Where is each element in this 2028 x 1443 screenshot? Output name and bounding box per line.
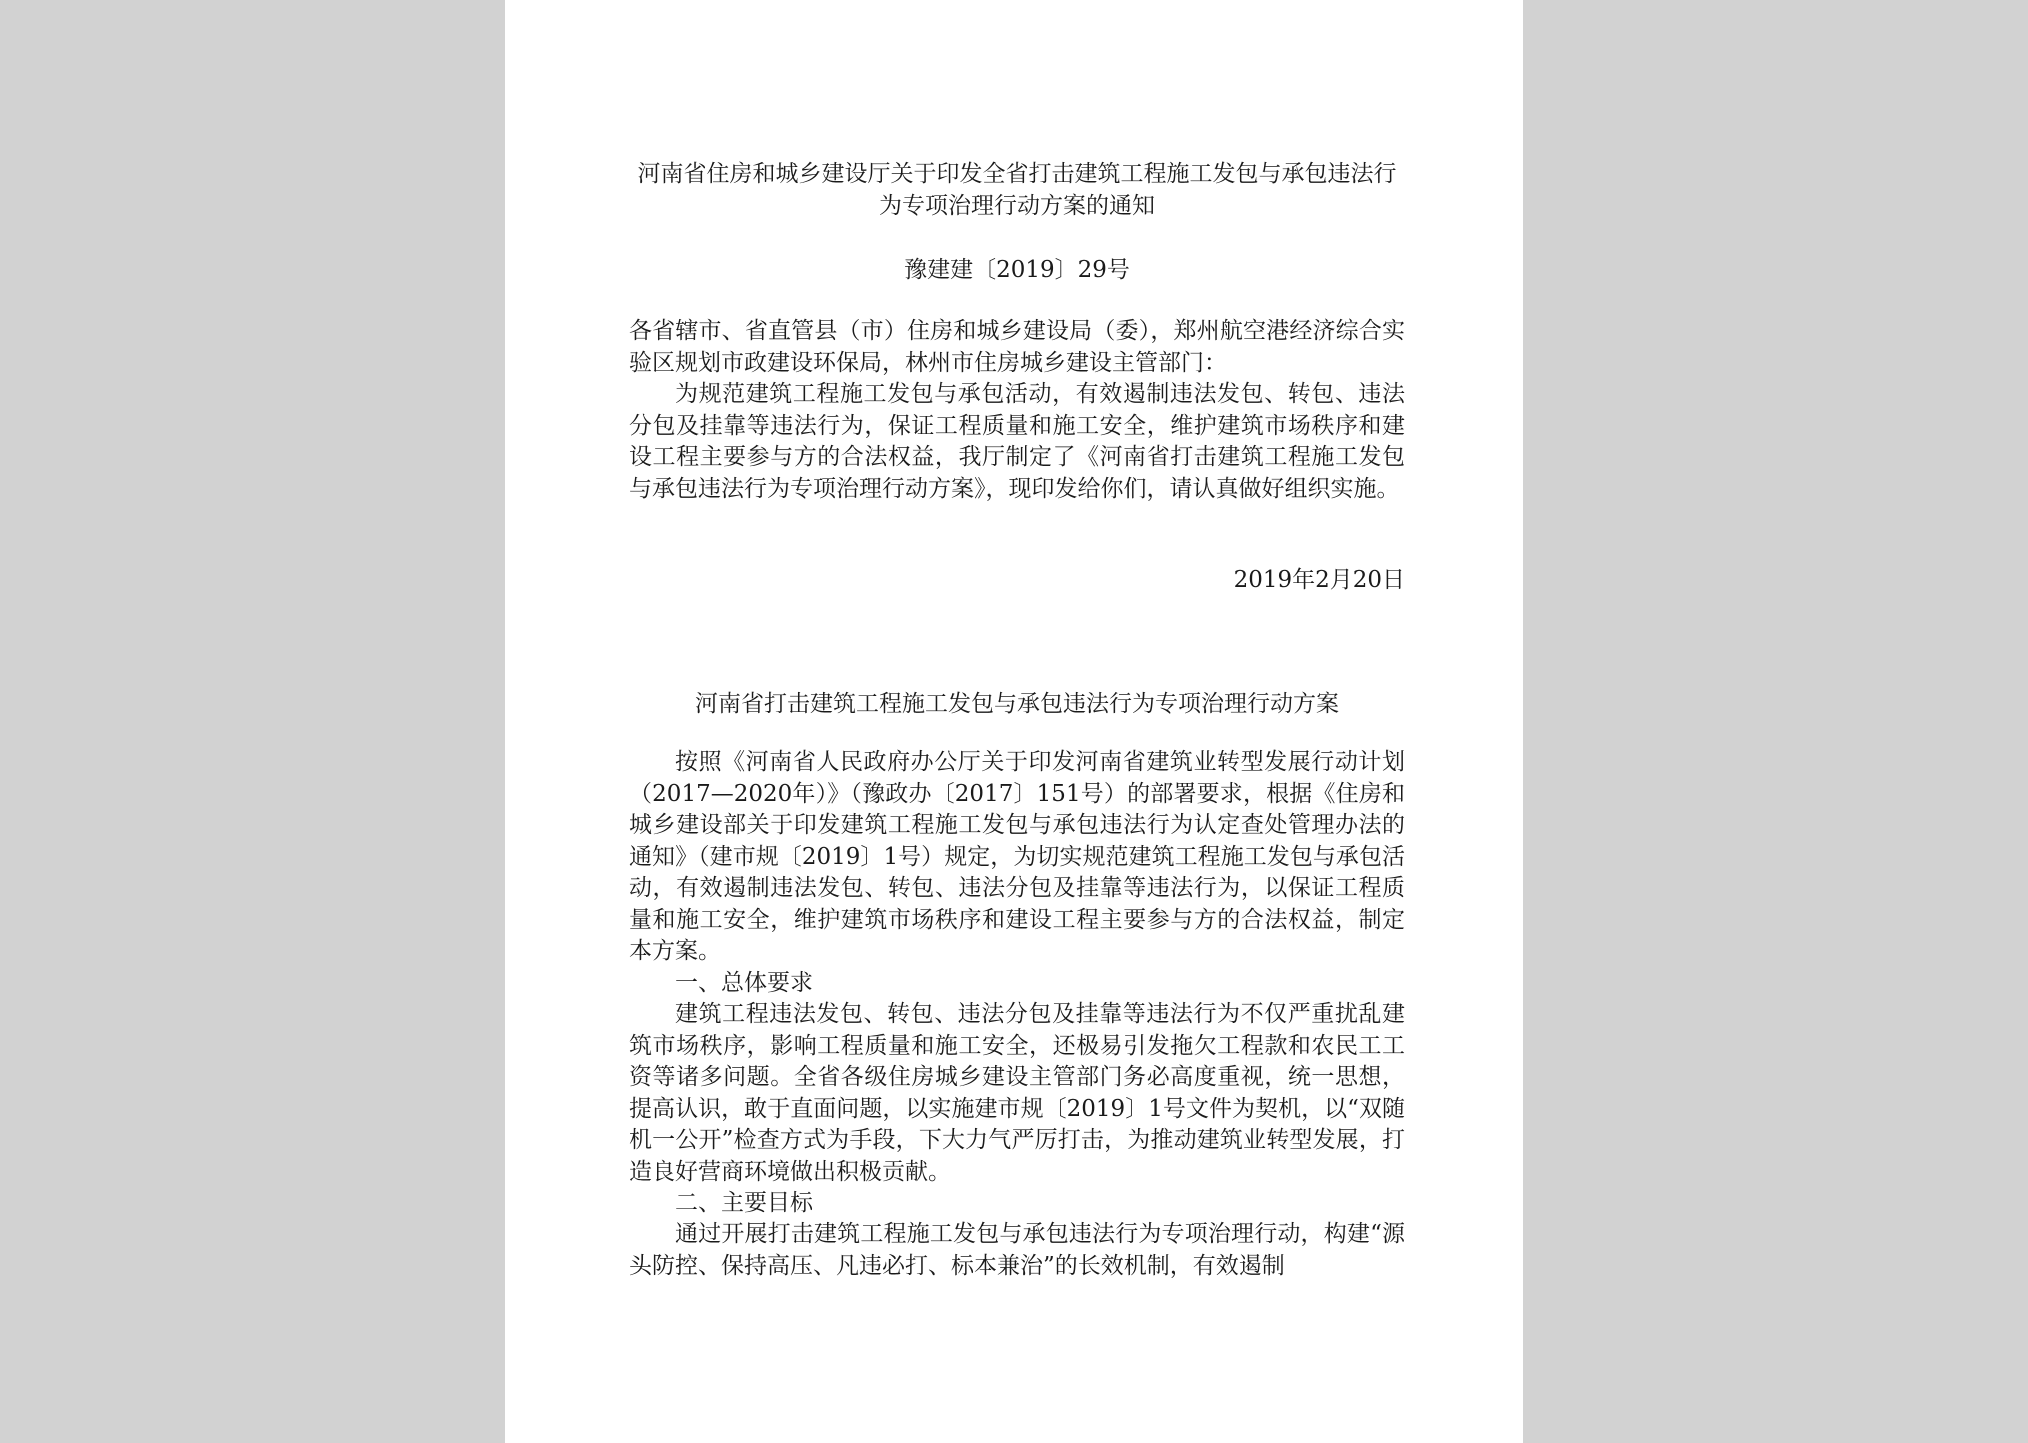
section-heading-main-goals: 二、主要目标	[675, 1190, 813, 1216]
plan-intro-paragraph: 按照《河南省人民政府办公厅关于印发河南省建筑业转型发展行动计划（2017—2020年）》（豫政办〔2017〕151号）的部署要求，根据《住房和城乡建设部关于印发建筑工程施工发包与承包违法行为认定查处管理办法的通知》（建市规〔2019〕1号）规定，为切实规范建筑工程施工发包与承包活动，有效遏制违法发包、转包、违法分包及挂靠等违法行为，以保证工程质量和施工安全，维护建筑市场秩序和建设工程主要参与方的合法权益，制定本方案。	[629, 749, 1405, 964]
issue-date: 2019年2月20日	[1233, 567, 1405, 593]
document-number: 豫建建〔2019〕29号	[904, 257, 1130, 283]
section-heading-general-requirements: 一、总体要求	[675, 970, 813, 996]
plan-title: 河南省打击建筑工程施工发包与承包违法行为专项治理行动方案	[695, 691, 1339, 717]
addressee-paragraph: 各省辖市、省直管县（市）住房和城乡建设局（委），郑州航空港经济综合实验区规划市政建设环保局，林州市住房城乡建设主管部门：	[629, 318, 1405, 376]
notice-title: 河南省住房和城乡建设厅关于印发全省打击建筑工程施工发包与承包违法行为专项治理行动方案的通知	[637, 161, 1397, 219]
intro-paragraph: 为规范建筑工程施工发包与承包活动，有效遏制违法发包、转包、违法分包及挂靠等违法行为，保证工程质量和施工安全，维护建筑市场秩序和建设工程主要参与方的合法权益，我厅制定了《河南省打击建筑工程施工发包与承包违法行为专项治理行动方案》，现印发给你们，请认真做好组织实施。	[629, 381, 1405, 502]
document-page	[505, 0, 1523, 1443]
section-body-general-requirements: 建筑工程违法发包、转包、违法分包及挂靠等违法行为不仅严重扰乱建筑市场秩序，影响工程质量和施工安全，还极易引发拖欠工程款和农民工工资等诸多问题。全省各级住房城乡建设主管部门务必高度重视，统一思想，提高认识，敢于直面问题，以实施建市规〔2019〕1号文件为契机，以“双随机一公开”检查方式为手段，下大力气严厉打击，为推动建筑业转型发展，打造良好营商环境做出积极贡献。	[629, 1001, 1405, 1185]
section-body-main-goals: 通过开展打击建筑工程施工发包与承包违法行为专项治理行动，构建“源头防控、保持高压、凡违必打、标本兼治”的长效机制，有效遏制	[629, 1221, 1405, 1279]
